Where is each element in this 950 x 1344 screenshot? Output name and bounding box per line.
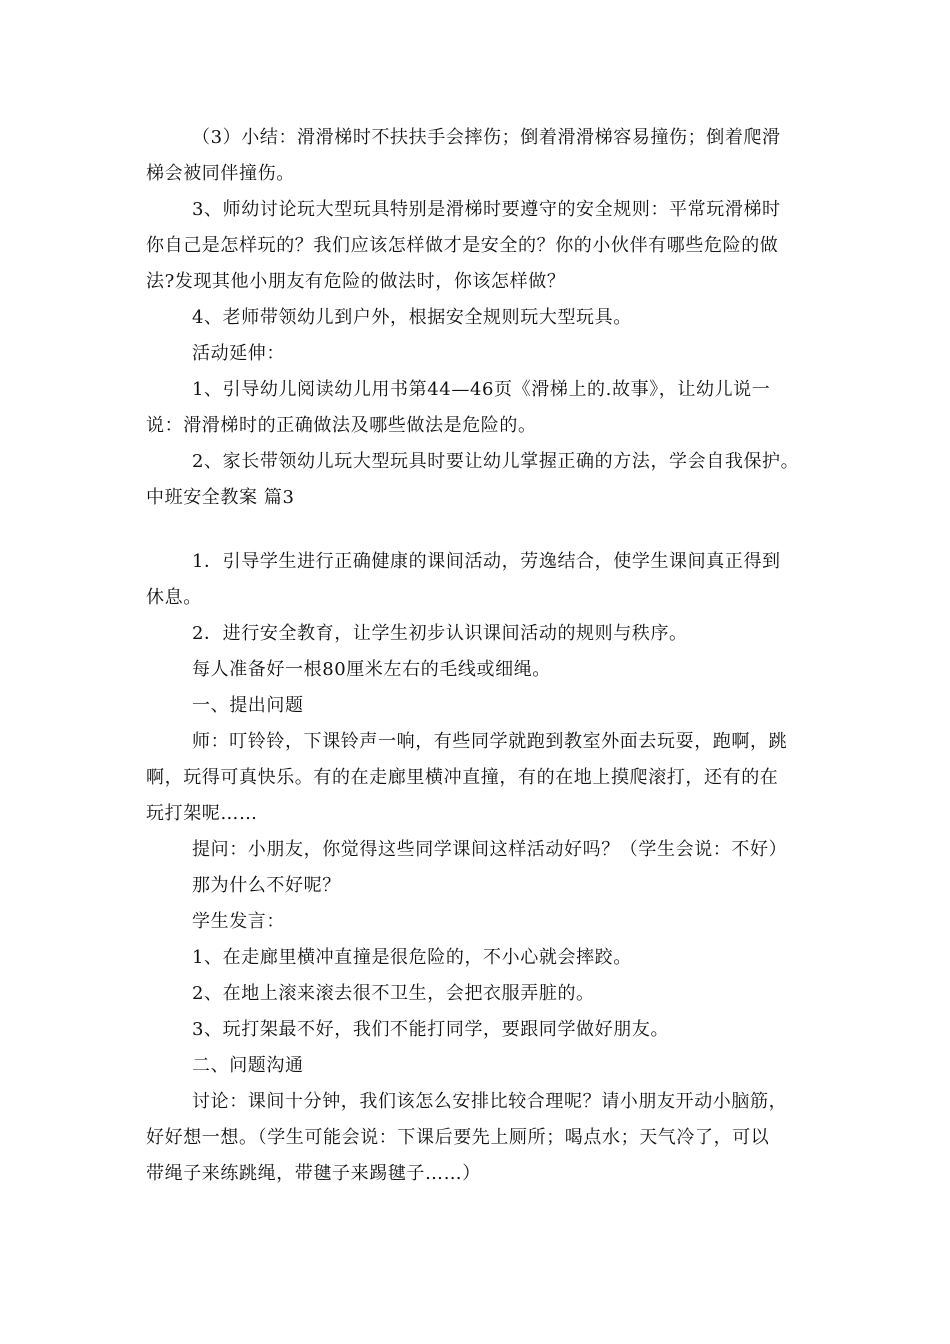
- paragraph-line: 梯会被同伴撞伤。: [146, 163, 295, 184]
- paragraph-line: 玩打架呢……: [146, 803, 258, 824]
- paragraph-line: 2．进行安全教育，让学生初步认识课间活动的规则与秩序。: [192, 623, 688, 644]
- paragraph-line: 2、在地上滚来滚去很不卫生，会把衣服弄脏的。: [192, 983, 595, 1004]
- paragraph-line: 1、在走廊里横冲直撞是很危险的，不小心就会摔跤。: [192, 947, 632, 968]
- paragraph-line: 你自己是怎样玩的？我们应该怎样做才是安全的？你的小伙伴有哪些危险的做: [146, 235, 779, 256]
- section-label: 活动延伸：: [192, 343, 285, 364]
- section-heading: 中班安全教案 篇3: [146, 487, 295, 508]
- paragraph-line: 法?发现其他小朋友有危险的做法时，你该怎样做？: [146, 271, 566, 292]
- paragraph-line: 休息。: [146, 587, 202, 608]
- paragraph-line: 2、家长带领幼儿玩大型玩具时要让幼儿掌握正确的方法，学会自我保护。: [192, 451, 800, 472]
- section-label: 二、问题沟通: [192, 1055, 304, 1076]
- paragraph-line: 带绳子来练跳绳，带毽子来踢毽子……）: [146, 1163, 481, 1184]
- paragraph-line: 3、玩打架最不好，我们不能打同学，要跟同学做好朋友。: [192, 1019, 670, 1040]
- paragraph-line: 讨论：课间十分钟，我们该怎么安排比较合理呢？请小朋友开动小脑筋，: [192, 1091, 788, 1112]
- paragraph-line: 提问：小朋友，你觉得这些同学课间这样活动好吗？（学生会说：不好）: [192, 839, 788, 860]
- paragraph-line: 每人准备好一根80厘米左右的毛线或细绳。: [192, 659, 551, 680]
- paragraph-line: 师：叮铃铃，下课铃声一响，有些同学就跑到教室外面去玩耍，跑啊，跳: [192, 731, 788, 752]
- paragraph-line: 3、师幼讨论玩大型玩具特别是滑梯时要遵守的安全规则：平常玩滑梯时: [192, 199, 781, 220]
- paragraph-line: 好好想一想。（学生可能会说：下课后要先上厕所；喝点水；天气冷了，可以: [146, 1127, 770, 1148]
- paragraph-line: 1．引导学生进行正确健康的课间活动，劳逸结合，使学生课间真正得到: [192, 551, 781, 572]
- paragraph-line: 啊，玩得可真快乐。有的在走廊里横冲直撞，有的在地上摸爬滚打，还有的在: [146, 767, 779, 788]
- section-label: 学生发言：: [192, 911, 285, 932]
- paragraph-line: 1、引导幼儿阅读幼儿用书第44—46页《滑梯上的.故事》，让幼儿说一: [192, 379, 771, 400]
- paragraph-line: 说：滑滑梯时的正确做法及哪些做法是危险的。: [146, 415, 537, 436]
- section-label: 一、提出问题: [192, 695, 304, 716]
- paragraph-line: 那为什么不好呢？: [192, 875, 341, 896]
- paragraph-line: （3）小结：滑滑梯时不扶扶手会摔伤；倒着滑滑梯容易撞伤；倒着爬滑: [192, 127, 781, 148]
- paragraph-line: 4、老师带领幼儿到户外，根据安全规则玩大型玩具。: [192, 307, 632, 328]
